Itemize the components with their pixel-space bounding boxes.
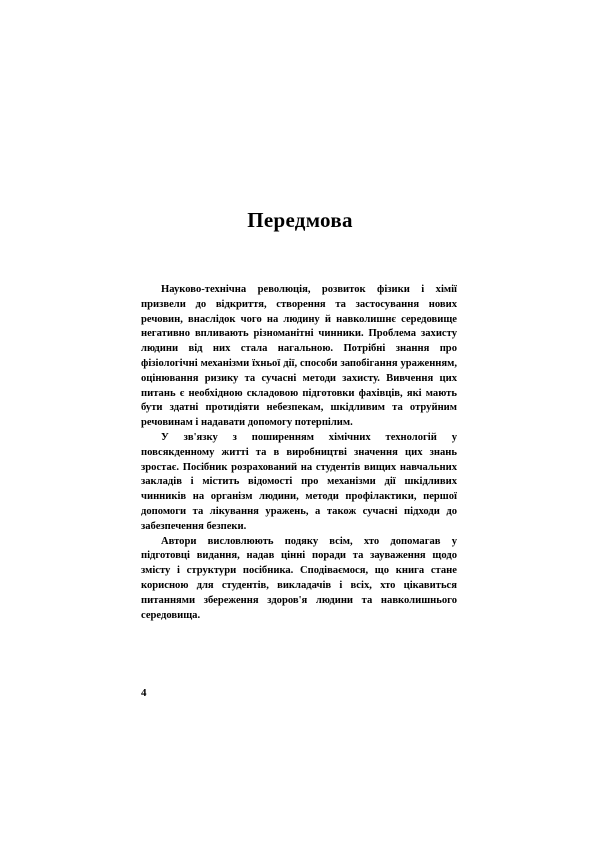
body-text (141, 283, 457, 623)
paragraph: У зв'язку з поширенням хімічних технологій у повсякденному житті та в виробництві значення цих знань зростає. Посібник розрахований на студентів вищих навчальних закладів і містить відомості про механізми дії шкідливих чинників на організм людини, методи профілактики, першої допомоги та лікування уражень, а також сучасні підходи до забезпечення безпеки. (141, 431, 457, 532)
paragraph: Науково-технічна революція, розвиток фізики і хімії призвели до відкриття, створення та застосування нових речовин, внаслідок чого на людину й навколишнє середовище негативно впливають різноманітні чинники. Проблема захисту людини від них стала нагальною. Потрібні знання про фізіологічні механізми їхньої дії, способи запобігання ураженням, оцінювання ризику та сучасні методи захисту. Вивчення цих питань є необхідною складовою підготовки фахівців, які мають бути здатні протидіяти небезпекам, шкідливим та отруйним речовинам і надавати допомогу потерпілим. (141, 284, 457, 429)
paragraph: Автори висловлюють подяку всім, хто допомагав у підготовці видання, надав цінні поради та зауваження щодо змісту і структури посібника. Сподіваємося, що книга стане корисною для студентів, викладачів і всіх, хто цікавиться питаннями збереження здоров'я людини та навколишнього середовища. (141, 535, 457, 621)
page-number: 4 (141, 687, 147, 699)
page-title: Передмова (247, 208, 353, 232)
